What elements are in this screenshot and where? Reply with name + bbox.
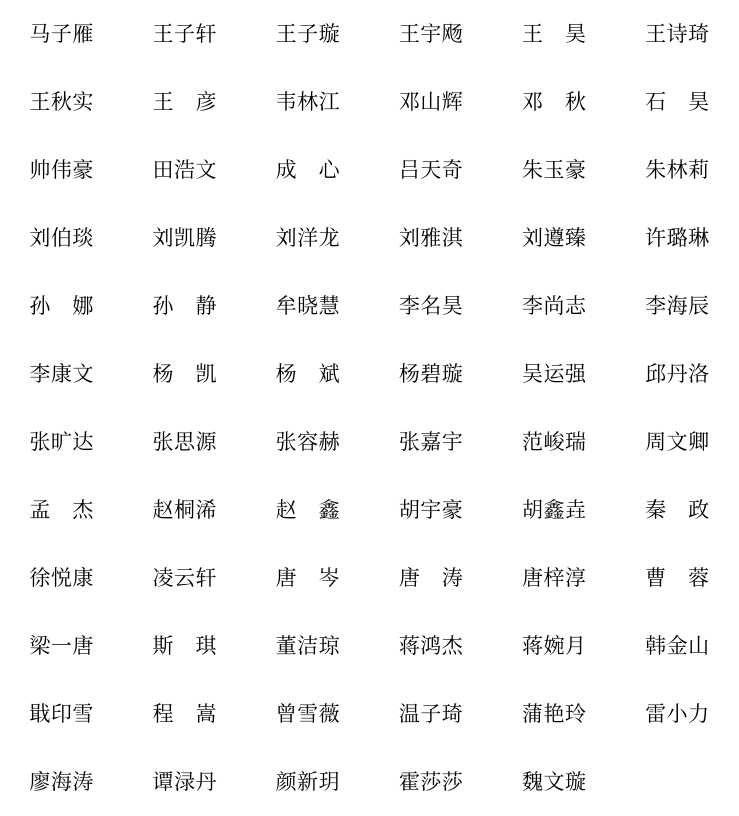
name-cell: 成 心	[275, 157, 341, 182]
name-cell: 曹 蓉	[645, 565, 710, 590]
name-cell: 张旷达	[29, 429, 94, 454]
name-cell: 马子雁	[29, 21, 94, 46]
name-cell: 唐 岑	[275, 565, 341, 590]
name-cell: 王秋实	[29, 89, 94, 114]
name-cell: 秦 政	[645, 497, 710, 522]
name-cell: 帅伟豪	[29, 157, 94, 182]
name-cell: 韦林江	[275, 89, 341, 114]
name-cell: 张思源	[152, 429, 217, 454]
name-cell: 曾雪薇	[275, 701, 341, 726]
name-cell: 王 昊	[521, 21, 587, 46]
name-cell: 王诗琦	[645, 21, 710, 46]
name-cell: 董洁琼	[275, 633, 341, 658]
name-cell: 孙 娜	[29, 293, 94, 318]
name-cell: 田浩文	[152, 157, 217, 182]
name-cell: 刘伯琰	[29, 225, 94, 250]
name-cell: 赵 鑫	[275, 497, 341, 522]
name-cell: 凌云轩	[152, 565, 217, 590]
name-cell: 杨 凯	[152, 361, 217, 386]
name-cell: 韩金山	[645, 633, 710, 658]
name-cell: 刘凯腾	[152, 225, 217, 250]
name-cell: 朱林莉	[645, 157, 710, 182]
name-cell: 蒋婉月	[521, 633, 587, 658]
name-cell: 梁一唐	[29, 633, 94, 658]
name-cell: 雷小力	[645, 701, 710, 726]
name-cell: 李海辰	[645, 293, 710, 318]
name-cell: 程 嵩	[152, 701, 217, 726]
name-cell: 徐悦康	[29, 565, 94, 590]
name-cell: 唐 涛	[398, 565, 464, 590]
name-cell: 朱玉豪	[521, 157, 587, 182]
name-cell: 王子璇	[275, 21, 341, 46]
name-cell: 李康文	[29, 361, 94, 386]
name-cell: 邱丹洛	[645, 361, 710, 386]
name-cell: 杨 斌	[275, 361, 341, 386]
name-cell: 胡宇豪	[398, 497, 464, 522]
name-cell: 斯 琪	[152, 633, 217, 658]
name-cell: 石 昊	[645, 89, 710, 114]
name-cell: 戢印雪	[29, 701, 94, 726]
name-cell: 廖海涛	[29, 769, 94, 794]
name-cell: 刘遵臻	[521, 225, 587, 250]
name-cell: 王宇飏	[398, 21, 464, 46]
name-cell: 孙 静	[152, 293, 217, 318]
name-cell: 吕天奇	[398, 157, 464, 182]
name-cell: 刘洋龙	[275, 225, 341, 250]
name-cell: 魏文璇	[521, 769, 587, 794]
name-cell: 王 彦	[152, 89, 217, 114]
name-cell: 赵桐浠	[152, 497, 217, 522]
name-cell: 李名昊	[398, 293, 464, 318]
name-cell: 李尚志	[521, 293, 587, 318]
name-cell: 王子轩	[152, 21, 217, 46]
name-cell: 蒲艳玲	[521, 701, 587, 726]
name-cell: 牟晓慧	[275, 293, 341, 318]
name-cell: 温子琦	[398, 701, 464, 726]
name-cell: 范峻瑞	[521, 429, 587, 454]
name-cell: 周文卿	[645, 429, 710, 454]
name-cell: 孟 杰	[29, 497, 94, 522]
name-cell: 邓山辉	[398, 89, 464, 114]
name-cell: 颜新玥	[275, 769, 341, 794]
name-cell: 蒋鸿杰	[398, 633, 464, 658]
name-cell: 吴运强	[521, 361, 587, 386]
name-cell: 谭渌丹	[152, 769, 217, 794]
name-cell: 唐梓淳	[521, 565, 587, 590]
name-cell: 邓 秋	[521, 89, 587, 114]
name-cell: 刘雅淇	[398, 225, 464, 250]
name-cell: 胡鑫垚	[521, 497, 587, 522]
name-cell: 张容赫	[275, 429, 341, 454]
name-cell: 霍莎莎	[398, 769, 464, 794]
name-cell: 许璐琳	[645, 225, 710, 250]
name-cell: 张嘉宇	[398, 429, 464, 454]
name-cell: 杨碧璇	[398, 361, 464, 386]
